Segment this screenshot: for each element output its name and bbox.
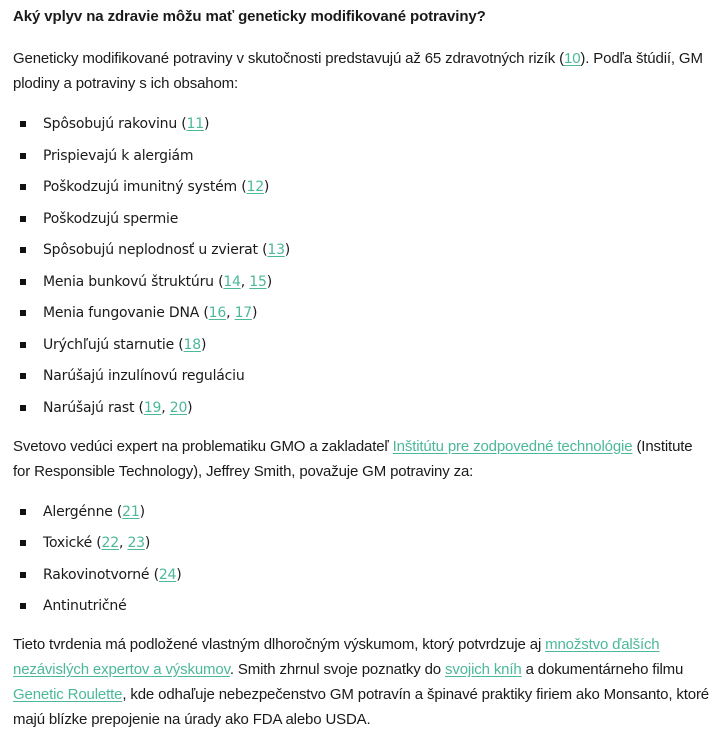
books-link[interactable]: svojich kníh bbox=[445, 661, 522, 678]
reference-link[interactable]: 23 bbox=[127, 535, 145, 551]
list-item: Menia fungovanie DNA (16, 17) bbox=[13, 303, 713, 323]
square-bullet-icon bbox=[20, 540, 26, 546]
list-item-text: Antinutričné bbox=[43, 598, 127, 614]
list-item-text: Poškodzujú imunitný systém bbox=[43, 179, 237, 195]
list-item bbox=[13, 146, 713, 166]
list-item-text: Menia fungovanie DNA bbox=[43, 305, 200, 321]
list-item-text: Toxické bbox=[43, 535, 93, 551]
reference-link[interactable]: 16 bbox=[208, 305, 227, 321]
list-item-text: Poškodzujú spermie bbox=[43, 210, 179, 227]
list-item-text: Narúšajú inzulínovú reguláciu bbox=[43, 368, 245, 384]
intro-text: Geneticky modifikované potraviny v skutočnosti predstavujú až 65 zdravotných rizík ( bbox=[13, 50, 564, 67]
reference-link[interactable]: 20 bbox=[169, 399, 188, 416]
genetic-roulette-link[interactable]: Genetic Roulette bbox=[13, 686, 123, 703]
list-item: Poškodzujú imunitný systém (12) bbox=[13, 177, 713, 197]
research-text: a dokumentárneho filmu bbox=[521, 661, 684, 678]
list-item-text: Spôsobujú neplodnosť u zvierat bbox=[43, 242, 258, 258]
list-item: Alergénne (21) bbox=[13, 502, 713, 522]
list-item-text: Urýchľujú starnutie bbox=[43, 336, 175, 353]
list-item-text: Spôsobujú rakovinu bbox=[43, 116, 178, 132]
research-text: , kde odhaľuje nebezpečenstvo GM potravín a špinavé praktiky firiem ako Monsanto, ktoré majú blízke prepojenie na úrady ako FDA alebo USDA. bbox=[13, 686, 709, 728]
intro-text: ). Podľa štúdií, GM plodiny a potraviny s ich obsahom: bbox=[13, 50, 703, 92]
gm-food-properties-list bbox=[13, 502, 713, 617]
list-item-text: Narúšajú rast bbox=[43, 399, 135, 416]
square-bullet-icon bbox=[20, 405, 26, 411]
reference-link[interactable]: 24 bbox=[158, 566, 177, 583]
list-item: Rakovinotvorné (24) bbox=[13, 565, 713, 585]
reference-link[interactable]: 22 bbox=[101, 535, 119, 551]
reference-link[interactable]: 18 bbox=[183, 336, 201, 353]
square-bullet-icon bbox=[20, 310, 26, 316]
independent-experts-link[interactable]: množstvo ďalších nezávislých expertov a výskumov bbox=[13, 636, 660, 678]
reference-link[interactable]: 19 bbox=[143, 399, 162, 416]
reference-link[interactable]: 13 bbox=[267, 242, 285, 258]
square-bullet-icon bbox=[20, 509, 26, 515]
square-bullet-icon bbox=[20, 342, 26, 348]
reference-link[interactable]: 14 bbox=[223, 273, 241, 290]
intro-paragraph bbox=[13, 46, 713, 96]
list-item-text: Rakovinotvorné bbox=[43, 566, 150, 583]
expert-paragraph bbox=[13, 434, 713, 484]
list-item: Urýchľujú starnutie (18) bbox=[13, 335, 713, 355]
list-item: Spôsobujú neplodnosť u zvierat (13) bbox=[13, 240, 713, 260]
section-heading: Aký vplyv na zdravie môžu mať geneticky modifikované potraviny? bbox=[13, 8, 486, 25]
list-item bbox=[13, 209, 713, 229]
square-bullet-icon bbox=[20, 153, 26, 159]
list-item-text: Alergénne bbox=[43, 503, 113, 520]
reference-link[interactable]: 11 bbox=[186, 116, 204, 132]
research-text: . Smith zhrnul svoje poznatky do bbox=[229, 661, 445, 678]
square-bullet-icon bbox=[20, 373, 26, 379]
list-item bbox=[13, 366, 713, 386]
list-item: Spôsobujú rakovinu (11) bbox=[13, 114, 713, 134]
reference-link[interactable]: 15 bbox=[249, 273, 267, 290]
research-paragraph bbox=[13, 632, 713, 732]
reference-link-10[interactable]: 10 bbox=[564, 50, 581, 67]
list-item-text: Menia bunkovú štruktúru bbox=[43, 273, 214, 290]
square-bullet-icon bbox=[20, 572, 26, 578]
expert-text: Svetovo vedúci expert na problematiku GMO a zakladateľ bbox=[13, 437, 393, 455]
reference-link[interactable]: 21 bbox=[122, 503, 140, 520]
health-risks-list bbox=[13, 114, 713, 418]
square-bullet-icon bbox=[20, 247, 26, 253]
reference-link[interactable]: 17 bbox=[234, 305, 253, 321]
square-bullet-icon bbox=[20, 603, 26, 609]
list-item bbox=[13, 596, 713, 616]
square-bullet-icon bbox=[20, 184, 26, 190]
expert-text: (Institute for Responsible Technology), Jeffrey Smith, považuje GM potraviny za: bbox=[13, 437, 693, 480]
institute-link[interactable]: Inštitútu pre zodpovedné technológie bbox=[392, 437, 633, 455]
list-item: Narúšajú rast (19, 20) bbox=[13, 398, 713, 418]
list-item-text: Prispievajú k alergiám bbox=[43, 147, 194, 164]
list-item: Menia bunkovú štruktúru (14, 15) bbox=[13, 272, 713, 292]
list-item: Toxické (22, 23) bbox=[13, 533, 713, 553]
research-text: Tieto tvrdenia má podložené vlastným dlhoročným výskumom, ktorý potvrdzuje aj bbox=[13, 636, 546, 653]
reference-link[interactable]: 12 bbox=[246, 179, 264, 195]
square-bullet-icon bbox=[20, 121, 26, 127]
square-bullet-icon bbox=[20, 279, 26, 285]
square-bullet-icon bbox=[20, 216, 26, 222]
